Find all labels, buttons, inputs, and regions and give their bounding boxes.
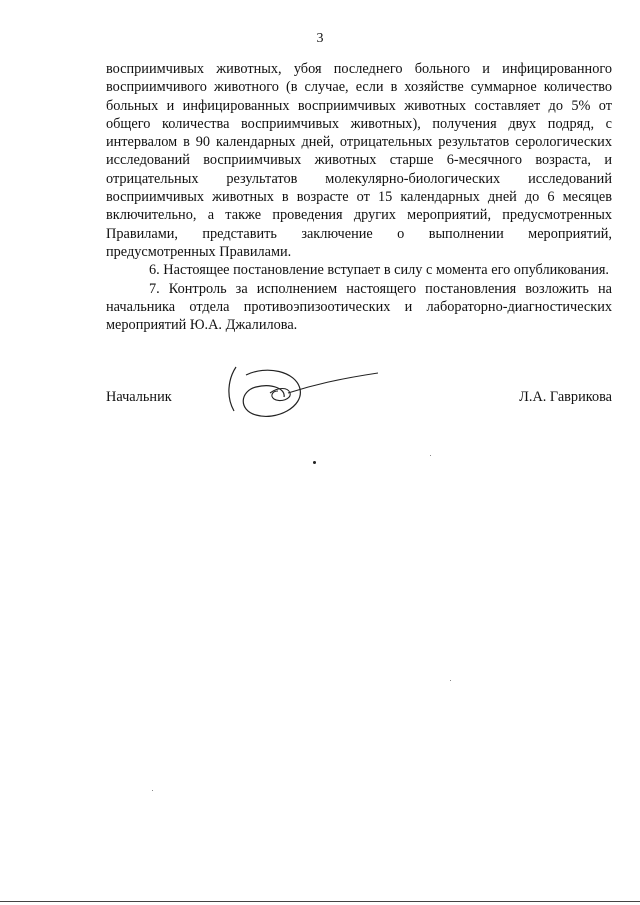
scan-speck xyxy=(152,790,153,791)
handwritten-signature xyxy=(218,363,378,423)
scan-speck xyxy=(450,680,451,681)
signatory-name: Л.А. Гаврикова xyxy=(519,389,612,405)
scan-speck xyxy=(430,455,431,456)
signature-block xyxy=(106,383,612,443)
scan-edge-line xyxy=(0,901,640,902)
ink-dot xyxy=(313,461,316,464)
document-body xyxy=(106,60,612,334)
paragraph-continuation: восприимчивых животных, убоя последнего больного и инфицированного восприимчивого животного (в случае, если в хозяйстве суммарное количество больных и инфицированных восприимчивых животных составляет до 5% от общего количества восприимчивых животных), получения двух подряд, с интервалом в 90 календарных дней, отрицательных результатов серологических исследований восприимчивых животных старше 6-месячного возраста, и отрицательных результатов молекулярно-биологических исследований восприимчивых животных в возрасте от 15 календарных дней до 6 месяцев включительно, а также проведения других мероприятий, предусмотренных Правилами, представить заключение о выполнении мероприятий, предусмотренных Правилами. xyxy=(106,61,612,260)
signatory-title: Начальник xyxy=(106,389,172,405)
paragraph-7: 7. Контроль за исполнением настоящего постановления возложить на начальника отдела противоэпизоотических и лабораторно-диагностических мероприятий Ю.А. Джалилова. xyxy=(106,280,612,334)
page-number: 3 xyxy=(316,31,324,46)
paragraph-6: 6. Настоящее постановление вступает в силу с момента его опубликования. xyxy=(149,262,609,279)
